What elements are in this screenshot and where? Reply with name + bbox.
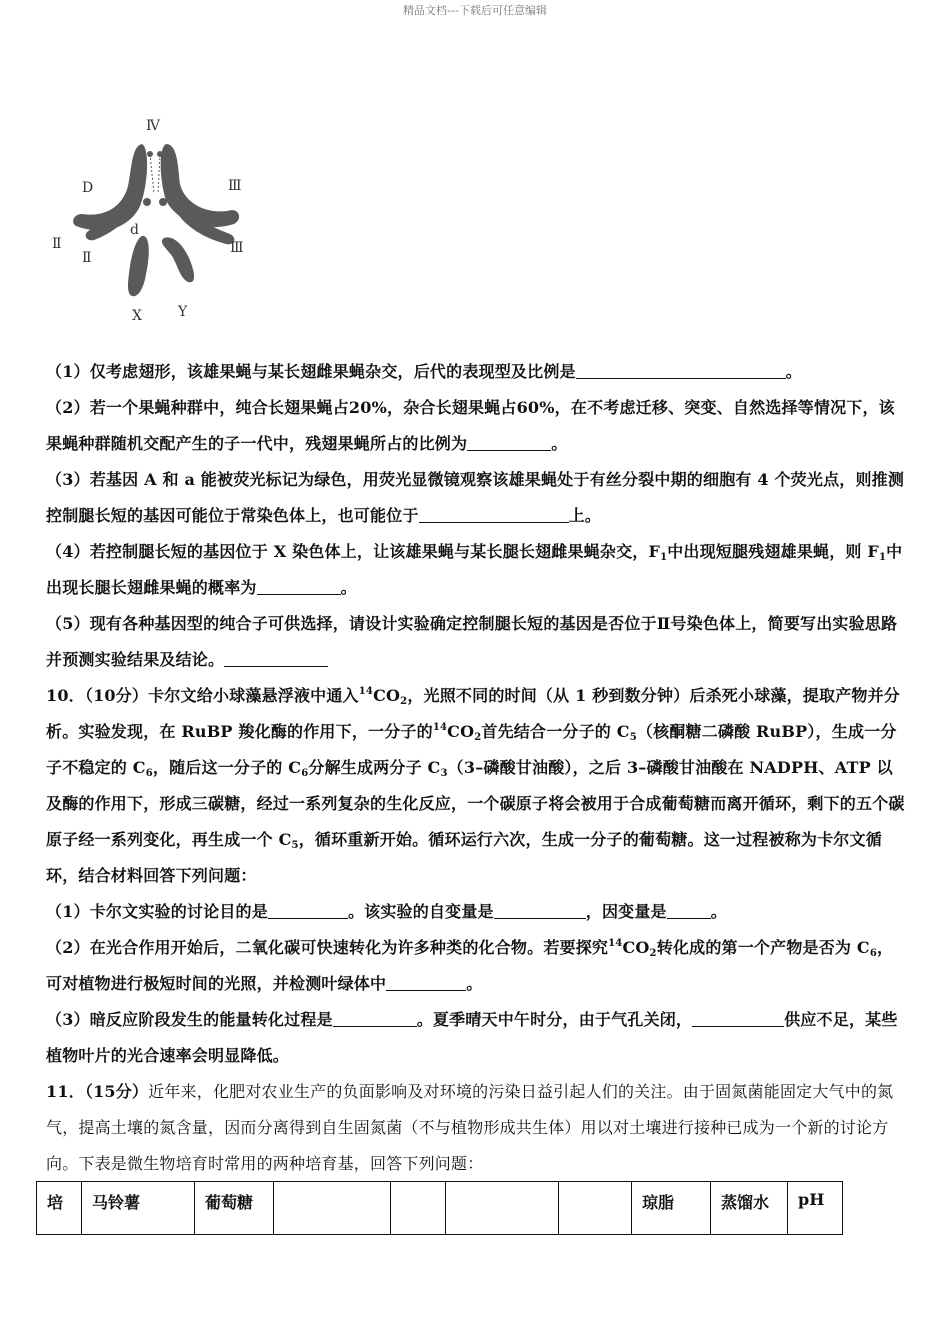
centromere	[143, 198, 151, 206]
question-content	[46, 354, 906, 1182]
table-cell	[391, 1182, 446, 1235]
chromosome-diagram	[46, 106, 266, 326]
label-d-upper: D	[82, 180, 94, 196]
label-iii-top: Ⅲ	[228, 178, 242, 194]
table-cell	[559, 1182, 632, 1235]
label-ii-left: Ⅱ	[52, 236, 62, 252]
label-x: X	[132, 308, 142, 324]
question-10-1: （1）卡尔文实验的讨论目的是 。该实验的自变量是 ，因变量是 。	[46, 902, 727, 921]
centromere	[159, 198, 167, 206]
label-ii-right: Ⅱ	[82, 250, 92, 266]
answer-blank[interactable]	[257, 576, 341, 595]
label-d-lower: d	[130, 222, 139, 238]
answer-blank[interactable]	[268, 900, 348, 919]
answer-blank[interactable]	[224, 648, 328, 667]
answer-blank[interactable]	[467, 432, 551, 451]
answer-blank[interactable]	[692, 1008, 784, 1027]
table-row	[37, 1182, 843, 1235]
page-header: 精品文档---下载后可任意编辑	[403, 4, 547, 17]
table-cell: pH	[788, 1182, 843, 1235]
question-10-3: （3）暗反应阶段发生的能量转化过程是 。夏季晴天中午时分，由于气孔关闭， 供应不足，某些植物叶片的光合速率会明显降低。	[46, 1010, 898, 1065]
table-cell: 蒸馏水	[711, 1182, 788, 1235]
question-9-2: （2）若一个果蝇种群中，纯合长翅果蝇占20%，杂合长翅果蝇占60%，在不考虑迁移、突变、自然选择等情况下，该果蝇种群随机交配产生的子一代中，残翅果蝇所占的比例为 。	[46, 398, 895, 453]
table-cell: 琼脂	[632, 1182, 711, 1235]
answer-blank[interactable]	[333, 1008, 417, 1027]
question-11: 11．（15分）近年来，化肥对农业生产的负面影响及对环境的污染日益引起人们的关注。由于固氮菌能固定大气中的氮气，提高土壤的氮含量，因而分离得到自生固氮菌（不与植物形成共生体）用以对土壤进行接种已成为一个新的讨论方向。下表是微生物培育时常用的两种培育基，回答下列问题：	[46, 1082, 894, 1173]
chromosome-x	[128, 236, 149, 296]
answer-blank[interactable]	[419, 504, 569, 523]
label-y: Y	[178, 304, 188, 320]
question-10-2: （2）在光合作用开始后，二氧化碳可快速转化为许多种类的化合物。若要探究$^{14}CO_2$转化成的第一个产物是否为 $C_6$，可对植物进行极短时间的光照，并检测叶绿体中 。	[46, 938, 894, 993]
culture-medium-table	[36, 1181, 843, 1235]
question-10: 10．（10分）卡尔文给小球藻悬浮液中通入$^{14}CO_2$，光照不同的时间（从 1 秒到数分钟）后杀死小球藻，提取产物并分析。实验发现，在 RuBP 羧化酶的作用下，一分子的$^{14}CO_2$首先结合一分子的 $C_5$（核酮糖二磷酸 RuBP），生成一分子不稳定的 $C_6$，随后这一分子的 $C_6$分解生成两分子 $C_3(3-$磷酸甘油酸），之后 3–磷酸甘油酸在 NADPH、ATP 以及酶的作用下，形成三碳糖，经过一系列复杂的生化反应，一个碳原子将会被用于合成葡萄糖而离开循环，剩下的五个碳原子经一系列变化，再生成一个 $C_5$，循环重新开始。循环运行六次，生成一分子的葡萄糖。这一过程被称为卡尔文循环，结合材料回答下列问题：	[46, 686, 905, 885]
label-iii-bottom: Ⅲ	[230, 240, 244, 256]
question-9-3: （3）若基因 A 和 a 能被荧光标记为绿色，用荧光显微镜观察该雄果蝇处于有丝分裂中期的细胞有 4 个荧光点，则推测控制腿长短的基因可能位于常染色体上，也可能位于 上。	[46, 470, 905, 525]
answer-blank[interactable]	[494, 900, 586, 919]
chromosome-figure	[46, 106, 266, 326]
answer-blank[interactable]	[667, 900, 711, 919]
table-cell	[446, 1182, 559, 1235]
table-cell: 葡萄糖	[195, 1182, 274, 1235]
table-cell	[274, 1182, 391, 1235]
table-cell: 马铃薯	[82, 1182, 195, 1235]
question-9-1: （1）仅考虑翅形，该雄果蝇与某长翅雌果蝇杂交，后代的表现型及比例是 。	[46, 362, 802, 381]
answer-blank[interactable]	[386, 972, 466, 991]
table-cell: 培	[37, 1182, 82, 1235]
question-9-4: （4）若控制腿长短的基因位于 X 染色体上，让该雄果蝇与某长腿长翅雌果蝇杂交，$F_1$中出现短腿残翅雄果蝇，则 $F_1$中出现长腿长翅雌果蝇的概率为 。	[46, 542, 903, 597]
label-iv: Ⅳ	[146, 118, 160, 134]
chromosome-y	[162, 237, 194, 282]
answer-blank[interactable]	[576, 360, 786, 379]
question-9-5: （5）现有各种基因型的纯合子可供选择，请设计实验确定控制腿长短的基因是否位于Ⅱ号染色体上，简要写出实验思路并预测实验结果及结论。	[46, 614, 898, 669]
